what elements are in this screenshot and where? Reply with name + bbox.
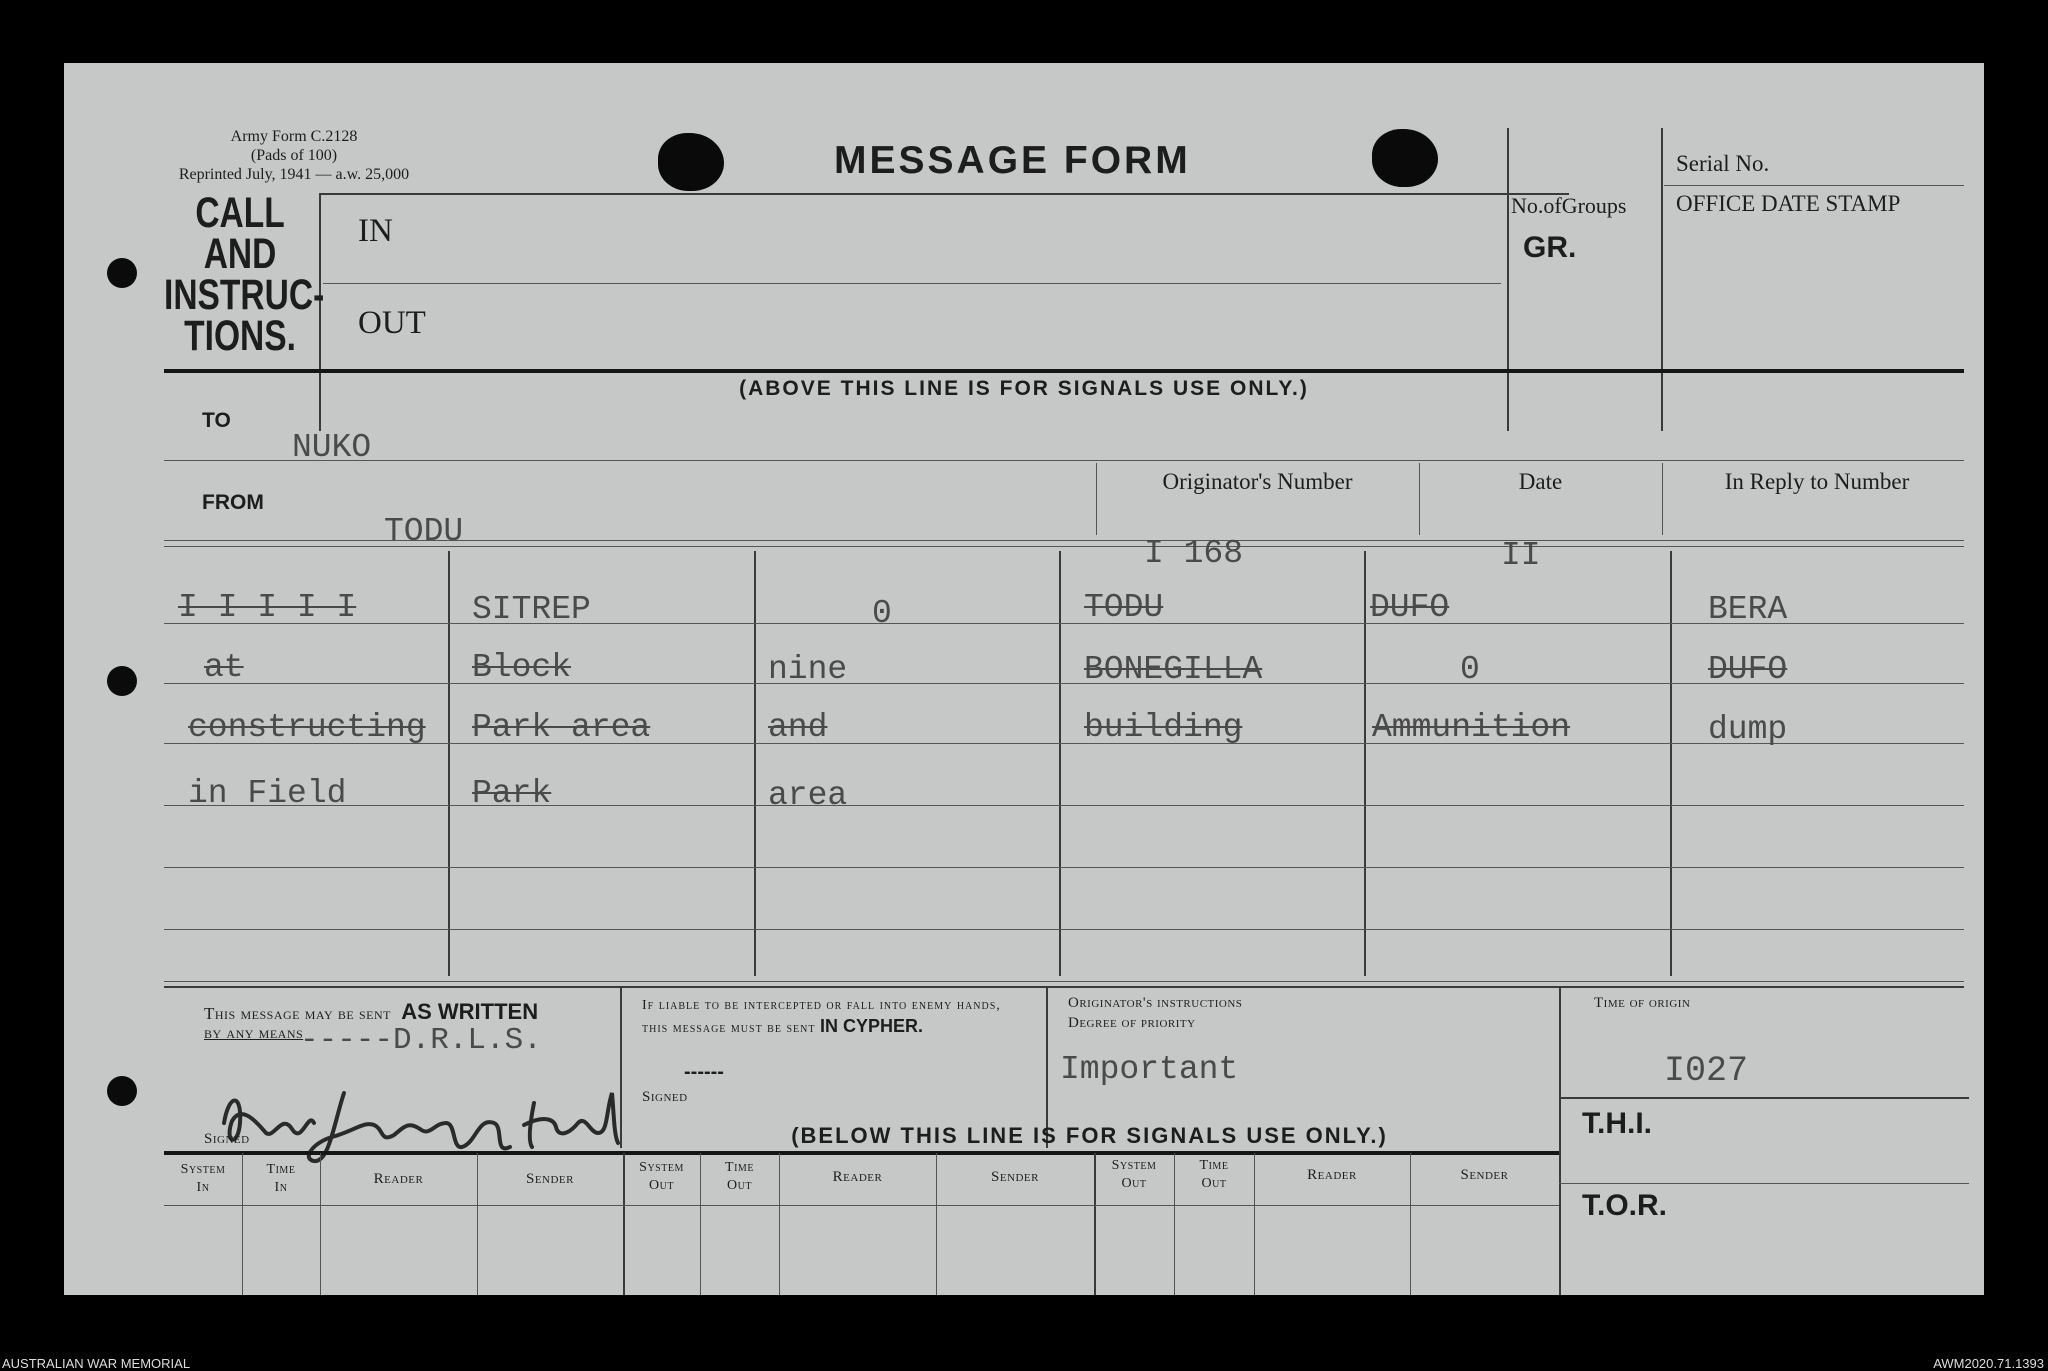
tor-label: T.O.R. — [1582, 1189, 1668, 1222]
time-of-origin-label: Time of origin — [1594, 995, 1691, 1011]
sent-means-text: This message may be sent AS WRITTEN — [204, 999, 539, 1024]
message-cell: I I I I I — [178, 589, 357, 626]
message-cell: Park — [472, 775, 552, 812]
originators-instructions: Originator's instructions — [1068, 995, 1243, 1011]
punch-hole — [107, 1076, 137, 1106]
col-header: Reader — [373, 1171, 424, 1187]
originators-number-value: I 168 — [1144, 535, 1244, 572]
signature — [194, 1063, 634, 1173]
thi-label: T.H.I. — [1582, 1107, 1653, 1140]
by-any-means: by any means — [204, 1023, 304, 1042]
signed-label: Signed — [204, 1131, 250, 1147]
originators-number-label: Originator's Number — [1162, 469, 1353, 494]
page-title: MESSAGE FORM — [834, 139, 1191, 182]
message-cell: BERA — [1708, 591, 1788, 628]
ink-blot — [1372, 129, 1438, 187]
caption-right: AWM2020.71.1393 — [1933, 1356, 2044, 1371]
message-cell: 0 — [1460, 651, 1480, 688]
caption-left: AUSTRALIAN WAR MEMORIAL — [2, 1356, 191, 1371]
col-header: Sender — [525, 1171, 574, 1187]
message-cell: in Field — [188, 775, 347, 812]
signed-label-2: Signed — [642, 1089, 688, 1105]
sent-means-value: -----D.R.L.S. — [300, 1023, 542, 1058]
from-label: FROM — [202, 491, 264, 514]
signals-above-note: (ABOVE THIS LINE IS FOR SIGNALS USE ONLY.) — [739, 377, 1309, 400]
message-cell: DUFO — [1708, 651, 1788, 688]
col-header: Time In — [266, 1162, 296, 1195]
message-cell: area — [768, 777, 848, 814]
col-header: Time Out — [1199, 1158, 1229, 1191]
degree-of-priority: Degree of priority — [1068, 1015, 1196, 1031]
from-value: TODU — [384, 513, 464, 550]
col-header: System Out — [1111, 1158, 1157, 1191]
message-cell: SITREP — [472, 591, 591, 628]
punch-hole — [107, 258, 137, 288]
date-label: Date — [1518, 469, 1563, 494]
message-cell: Ammunition — [1372, 709, 1571, 746]
date-value: II — [1501, 537, 1541, 574]
col-header: System Out — [639, 1160, 684, 1193]
col-header: Reader — [1307, 1167, 1357, 1183]
cypher-dashes: ------ — [684, 1061, 724, 1083]
message-cell: TODU — [1084, 589, 1164, 626]
message-form-sheet — [64, 63, 1984, 1295]
message-cell: Block — [472, 649, 572, 686]
col-header: Reader — [832, 1169, 883, 1185]
signals-below-note: (BELOW THIS LINE IS FOR SIGNALS USE ONLY.) — [791, 1123, 1388, 1148]
message-cell: BONEGILLA — [1084, 651, 1263, 688]
message-cell: nine — [768, 651, 848, 688]
message-cell: DUFO — [1370, 589, 1450, 626]
in-label: IN — [358, 213, 393, 249]
message-cell: 0 — [872, 595, 892, 632]
to-label: TO — [202, 409, 231, 432]
col-header: Sender — [1460, 1167, 1509, 1183]
time-of-origin-value: I027 — [1664, 1051, 1749, 1091]
groups-label: No.ofGroups — [1511, 193, 1627, 218]
message-cell: Park area — [472, 709, 651, 746]
col-header: Sender — [990, 1169, 1039, 1185]
as-written: AS WRITTEN — [401, 999, 539, 1024]
punch-hole — [107, 666, 137, 696]
cypher-text: If liable to be intercepted or fall into enemy hands, this message must be sent IN CYPHER. — [642, 998, 1001, 1036]
reply-number-label: In Reply to Number — [1724, 469, 1910, 494]
message-cell: building — [1084, 709, 1243, 746]
form-info: Army Form C.2128 (Pads of 100) Reprinted July, 1941 — a.w. 25,000 — [178, 128, 410, 183]
call-instructions-label: CALL AND INSTRUC- TIONS. — [164, 189, 325, 360]
serial-label: Serial No. — [1676, 151, 1770, 176]
in-cypher: IN CYPHER. — [819, 1016, 923, 1036]
ink-blot — [658, 133, 724, 191]
message-cell: dump — [1708, 711, 1788, 748]
message-cell: at — [204, 649, 244, 686]
col-header: Time Out — [725, 1160, 754, 1193]
priority-value: Important — [1060, 1051, 1239, 1088]
groups-value: GR. — [1523, 231, 1577, 264]
out-label: OUT — [358, 305, 426, 341]
to-value: NUKO — [292, 429, 372, 466]
message-cell: constructing — [188, 709, 426, 746]
date-stamp-label: OFFICE DATE STAMP — [1676, 191, 1901, 216]
col-header: System In — [180, 1162, 226, 1195]
message-cell: and — [768, 709, 828, 746]
